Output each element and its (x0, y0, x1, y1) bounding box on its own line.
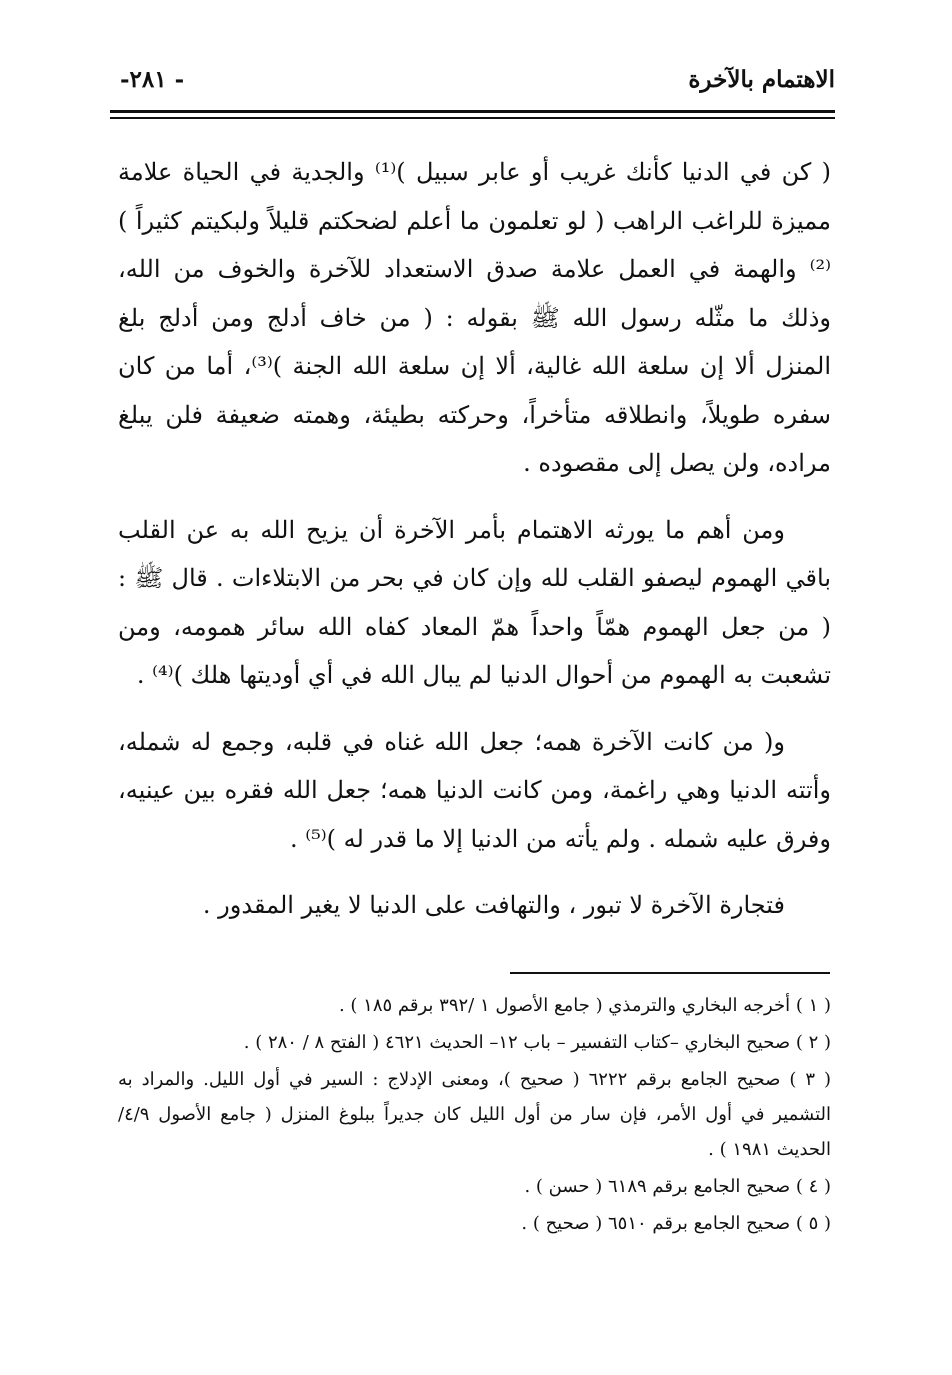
paragraph-3: و( من كانت الآخرة همه؛ جعل الله غناه في قلبه، وجمع له شمله، وأتته الدنيا وهي راغمة، ومن كانت الدنيا همه؛ جعل الله فقره بين عينيه، وفرق عليه شمله . ولم يأته من الدنيا إلا ما قدر له )⁽⁵⁾ . (118, 727, 831, 853)
footnote-2: ( ٢ ) صحيح البخاري –كتاب التفسير – باب ١٢– الحديث ٤٦٢١ ( الفتح ٨ / ٢٨٠ ) . (243, 1032, 831, 1053)
main-text (118, 148, 831, 948)
running-title: الاهتمام بالآخرة (688, 66, 835, 93)
paragraph-4: فتجارة الآخرة لا تبور ، والتهافت على الدنيا لا يغير المقدور . (202, 891, 785, 919)
paragraph-2: ومن أهم ما يورثه الاهتمام بأمر الآخرة أن يزيح الله به عن القلب باقي الهموم ليصفو القلب لله وإن كان في بحر من الابتلاءات . قال ﷺ : ( من جعل الهموم همّاً واحداً همّ المعاد كفاه الله سائر همومه، ومن تشعبت به الهموم من أحوال الدنيا لم يبال الله في أي أوديتها هلك )⁽⁴⁾ . (118, 515, 831, 689)
page-number: -٢٨١ - (120, 66, 185, 93)
footnote-3: ( ٣ ) صحيح الجامع برقم ٦٢٢٢ ( صحيح )، ومعنى الإدلاج : السير في أول الليل. والمراد به التشمير في أول الأمر، فإن سار من أول الليل كان جديراً ببلوغ المنزل ( جامع الأصول ٤/٩/الحديث ١٩٨١ ) . (118, 1069, 832, 1160)
page-header (110, 62, 835, 106)
header-rule-thin (110, 117, 835, 119)
footnotes (118, 988, 831, 1243)
footnote-4: ( ٤ ) صحيح الجامع برقم ٦١٨٩ ( حسن ) . (524, 1176, 831, 1197)
footnote-1: ( ١ ) أخرجه البخاري والترمذي ( جامع الأصول ١ /٣٩٢ برقم ١٨٥ ) . (338, 995, 831, 1016)
paragraph-1: ( كن في الدنيا كأنك غريب أو عابر سبيل )⁽¹⁾ والجدية في الحياة علامة مميزة للراغب الراهب ( لو تعلمون ما أعلم لضحكتم قليلاً ولبكيتم كثيراً )⁽²⁾ والهمة في العمل علامة صدق الاستعداد للآخرة والخوف من الله، وذلك ما مثّله رسول الله ﷺ بقوله : ( من خاف أدلج ومن أدلج بلغ المنزل ألا إن سلعة الله غالية، ألا إن سلعة الله الجنة )⁽³⁾، أما من كان سفره طويلاً، وانطلاقه متأخراً، وحركته بطيئة، وهمته ضعيفة فلن يبلغ مراده، ولن يصل إلى مقصوده . (118, 158, 832, 477)
footnote-divider (510, 972, 830, 974)
header-rule-thick (110, 110, 835, 113)
footnote-5: ( ٥ ) صحيح الجامع برقم ٦٥١٠ ( صحيح ) . (521, 1213, 831, 1234)
